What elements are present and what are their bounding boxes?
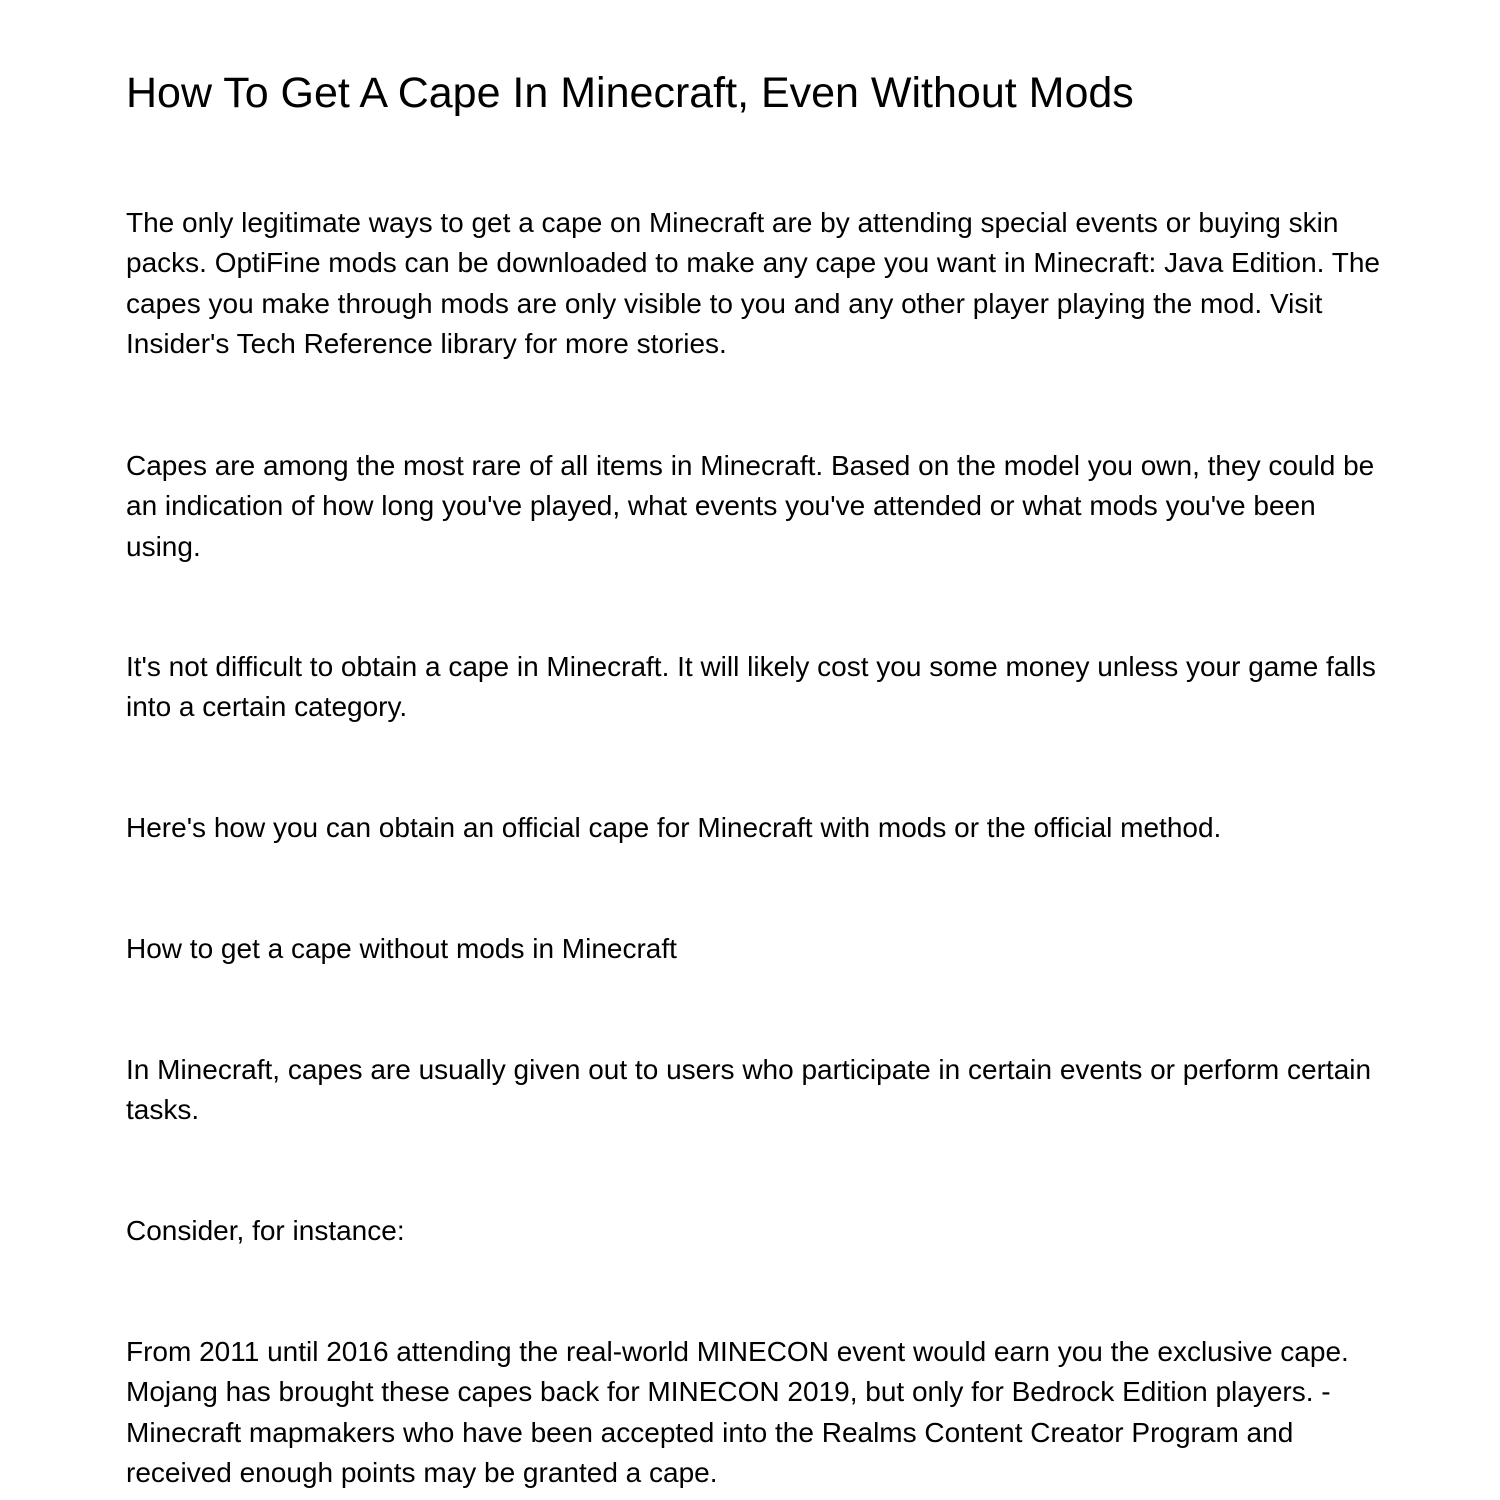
paragraph: In Minecraft, capes are usually given out to users who participate in certain events or perform certain tasks. [126, 1054, 1372, 1126]
paragraph: It's not difficult to obtain a cape in Minecraft. It will likely cost you some money unless your game falls into a certain category. [126, 651, 1376, 723]
paragraph: From 2011 until 2016 attending the real-world MINECON event would earn you the exclusive cape. Mojang has brought these capes back for MINECON 2019, but only for Bedrock Edition players. - Minecraft mapmakers who have been accepted into the Realms Content Creator Program and received enough points may be granted a cape. [126, 1336, 1349, 1488]
paragraph: Here's how you can obtain an official cape for Minecraft with mods or the official method. [126, 812, 1222, 843]
paragraph: Consider, for instance: [126, 1215, 405, 1246]
page-title: How To Get A Cape In Minecraft, Even Without Mods [126, 69, 1134, 117]
paragraph: Capes are among the most rare of all items in Minecraft. Based on the model you own, they could be an indication of how long you've played, what events you've attended or what mods you've been using. [126, 450, 1375, 562]
paragraph: The only legitimate ways to get a cape on Minecraft are by attending special events or buying skin packs. OptiFine mods can be downloaded to make any cape you want in Minecraft: Java Edition. The capes you make through mods are only visible to you and any other player playing the mod. Visit Insider's Tech Reference library for more stories. [126, 207, 1380, 359]
section-heading: How to get a cape without mods in Minecraft [126, 933, 677, 964]
